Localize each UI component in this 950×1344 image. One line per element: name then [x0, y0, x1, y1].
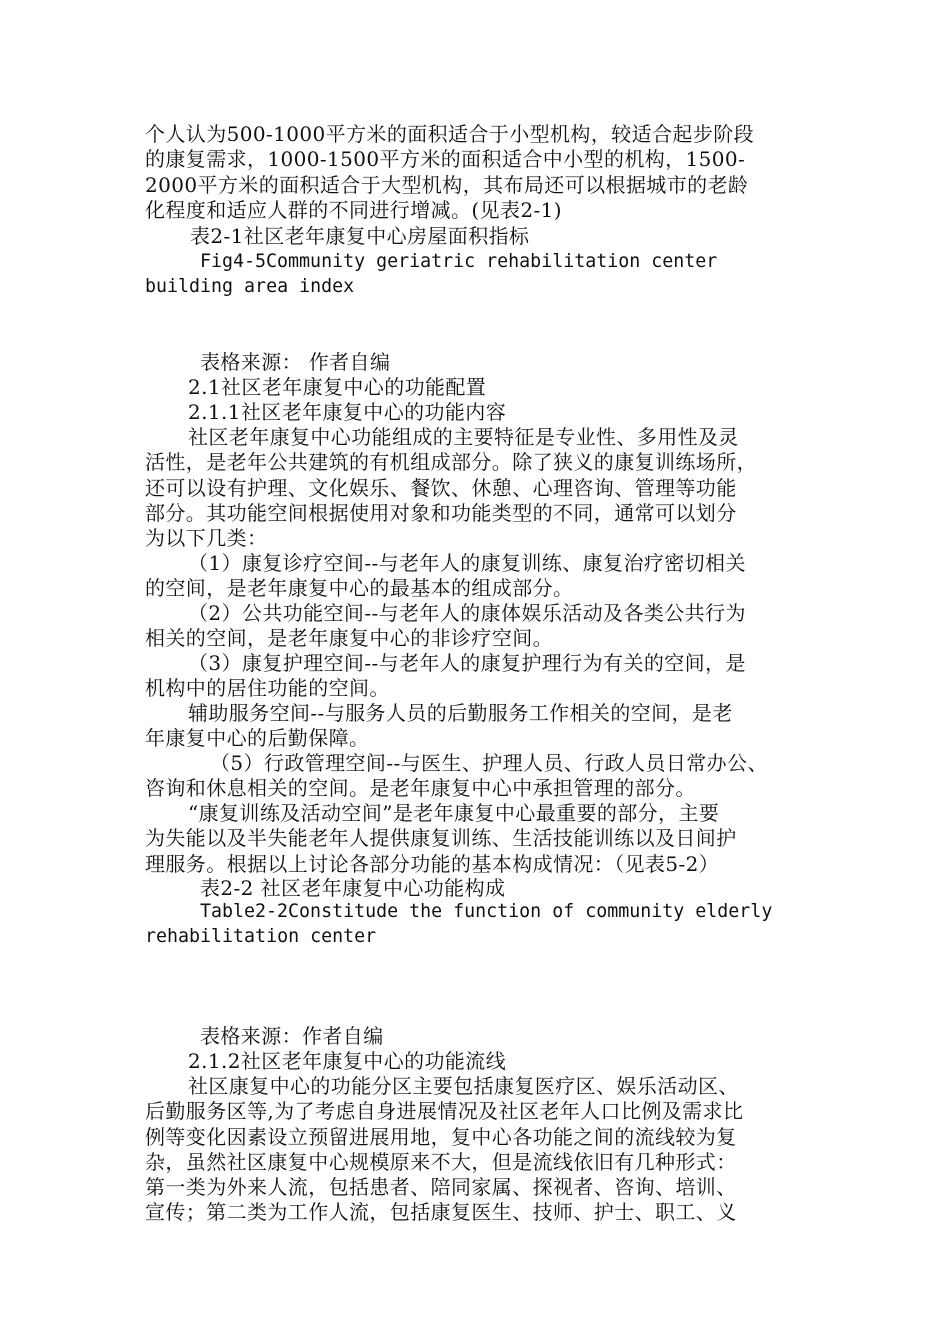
table-caption-cn: 表2-1社区老年康复中心房屋面积指标 — [190, 224, 530, 248]
text-line: 辅助服务空间--与服务人员的后勤服务工作相关的空间，是老 — [188, 701, 733, 725]
text-line: 机构中的居住功能的空间。 — [145, 676, 390, 701]
text-line: （5）行政管理空间--与医生、护理人员、行政人员日常办公、 — [210, 751, 768, 775]
text-line: 宣传；第二类为工作人流，包括康复医生、技师、护士、职工、义 — [145, 1200, 737, 1225]
paragraph-training-space — [145, 801, 805, 877]
table-source: 表格来源： 作者自编 — [200, 350, 391, 374]
subsection-heading: 2.1.1社区老年康复中心的功能内容 — [188, 400, 507, 424]
table-caption-en — [145, 899, 805, 950]
text-line: 为以下几类： — [145, 526, 268, 551]
text-line: building area index — [145, 276, 355, 298]
text-line: 理服务。根据以上讨论各部分功能的基本构成情况：（见表5-2） — [145, 851, 720, 876]
text-line: Table2-2Constitude the function of community elderly — [200, 901, 773, 922]
text-line: 社区康复中心的功能分区主要包括康复医疗区、娱乐活动区、 — [188, 1074, 739, 1098]
list-item — [145, 551, 805, 602]
text-line: 杂，虽然社区康复中心规模原来不大，但是流线依旧有几种形式： — [145, 1149, 737, 1174]
text-line: 2000平方米的面积适合于大型机构，其布局还可以根据城市的老龄 — [145, 172, 749, 197]
text-line: 的康复需求，1000-1500平方米的面积适合中小型的机构，1500- — [145, 147, 746, 172]
text-line: （3）康复护理空间--与老年人的康复护理行为有关的空间，是 — [188, 651, 746, 675]
text-line: 咨询和休息相关的空间。是老年康复中心中承担管理的部分。 — [145, 776, 696, 801]
text-line: 社区老年康复中心功能组成的主要特征是专业性、多用性及灵 — [188, 425, 739, 449]
text-line: 部分。其功能空间根据使用对象和功能类型的不同，通常可以划分 — [145, 500, 737, 525]
table-caption-cn: 表2-2 社区老年康复中心功能构成 — [200, 876, 506, 900]
list-item — [145, 701, 805, 752]
text-line: 年康复中心的后勤保障。 — [145, 726, 370, 751]
paragraph-function-flow — [145, 1074, 805, 1226]
section-heading: 2.1社区老年康复中心的功能配置 — [188, 375, 487, 399]
text-line: rehabilitation center — [145, 926, 377, 948]
text-line: （1）康复诊疗空间--与老年人的康复训练、康复治疗密切相关 — [188, 551, 746, 575]
text-line: 还可以设有护理、文化娱乐、餐饮、休憩、心理咨询、管理等功能 — [145, 475, 737, 500]
text-line: 个人认为500-1000平方米的面积适合于小型机构，较适合起步阶段 — [145, 122, 755, 146]
table-source: 表格来源：作者自编 — [200, 1024, 384, 1048]
paragraph-function-content — [145, 425, 805, 551]
list-item — [145, 601, 805, 652]
list-item — [145, 651, 805, 702]
text-line: 活性，是老年公共建筑的有机组成部分。除了狭义的康复训练场所， — [145, 450, 757, 475]
text-line: Fig4-5Community geriatric rehabilitation center — [200, 251, 718, 272]
list-item — [145, 751, 805, 802]
text-line: 例等变化因素设立预留进展用地，复中心各功能之间的流线较为复 — [145, 1124, 737, 1149]
text-line: （2）公共功能空间--与老年人的康体娱乐活动及各类公共行为 — [188, 601, 746, 625]
table-caption-en — [145, 249, 805, 300]
text-line: 后勤服务区等,为了考虑自身进展情况及社区老年人口比例及需求比 — [145, 1099, 744, 1124]
text-line: 为失能以及半失能老年人提供康复训练、生活技能训练以及日间护 — [145, 826, 737, 851]
text-line: 化程度和适应人群的不同进行增减。(见表2-1) — [145, 197, 563, 222]
paragraph-area-guidelines — [145, 122, 805, 223]
subsection-heading: 2.1.2社区老年康复中心的功能流线 — [188, 1049, 507, 1073]
text-line: 的空间，是老年康复中心的最基本的组成部分。 — [145, 576, 574, 601]
text-line: “康复训练及活动空间”是老年康复中心最重要的部分，主要 — [188, 801, 720, 825]
text-line: 相关的空间，是老年康复中心的非诊疗空间。 — [145, 626, 553, 651]
text-line: 第一类为外来人流，包括患者、陪同家属、探视者、咨询、培训、 — [145, 1175, 737, 1200]
